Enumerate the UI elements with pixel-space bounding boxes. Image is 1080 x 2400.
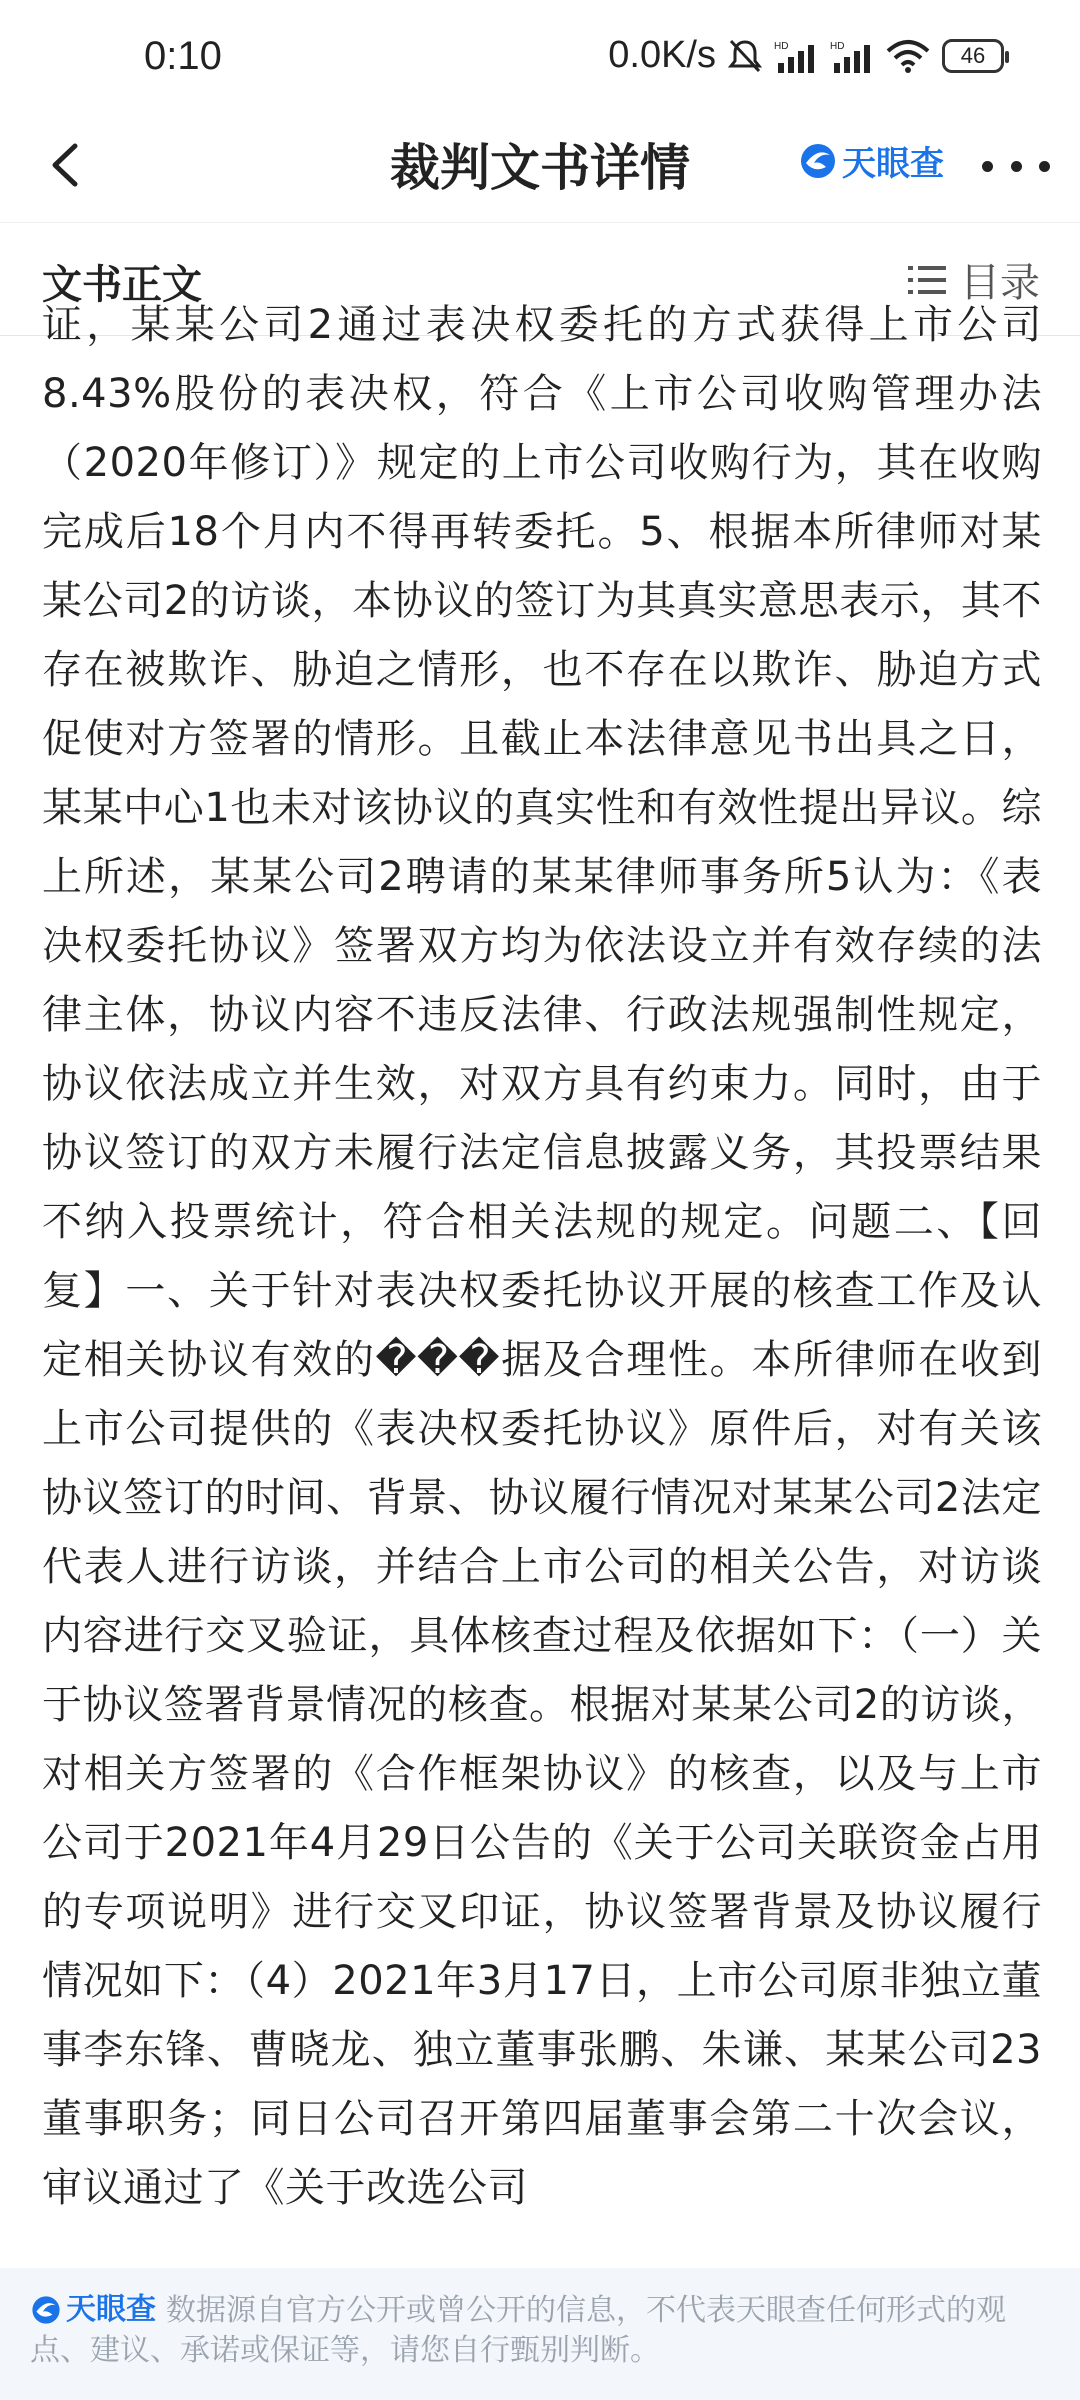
tianyancha-logo-icon [30, 2294, 62, 2326]
footer-brand-logo [30, 2290, 156, 2330]
signal-icon [774, 39, 818, 73]
brand-name: 天眼查 [842, 144, 944, 184]
status-icons [608, 34, 1004, 77]
network-speed: 0.0K/s [608, 34, 716, 76]
more-button[interactable] [982, 146, 1050, 186]
svg-text:HD: HD [830, 40, 845, 52]
brand-logo [798, 136, 944, 185]
page-title: 裁判文书详情 [390, 139, 690, 197]
footer-brand-name: 天眼查 [66, 2292, 156, 2327]
disclaimer-text: 数据源自官方公开或曾公开的信息，不代表天眼查任何形式的观点、建议、承诺或保证等，请您自行甄别判断。 [30, 2293, 1006, 2368]
signal-icon-2 [830, 39, 874, 73]
svg-text:HD: HD [774, 40, 789, 52]
toc-label: 目录 [960, 260, 1040, 306]
battery-icon: 46 [942, 39, 1004, 73]
wifi-icon [886, 39, 930, 73]
more-dot-icon [1039, 161, 1050, 172]
section-title: 文书正文 [42, 262, 202, 308]
status-time: 0:10 [144, 34, 222, 78]
tianyancha-logo-icon [798, 141, 838, 181]
mute-bell-icon [728, 38, 762, 74]
disclaimer-footer [0, 2268, 1080, 2400]
document-body[interactable] [42, 302, 1042, 2265]
document-text: 证，某某公司2通过表决权委托的方式获得上市公司8.43%股份的表决权，符合《上市公司收购管理办法（2020年修订）》规定的上市公司收购行为，其在收购完成后18个月内不得再转委托。5、根据本所律师对某某公司2的访谈，本协议的签订为其真实意思表示，其不存在被欺诈、胁迫之情形，也不存在以欺诈、胁迫方式促使对方签署的情形。且截止本法律意见书出具之日，某某中心1也未对该协议的真实性和有效性提出异议。综上所述，某某公司2聘请的某某律师事务所5认为：《表决权委托协议》签署双方均为依法设立并有效存续的法律主体，协议内容不违反法律、行政法规强制性规定，协议依法成立并生效，对双方具有约束力。同时，由于协议签订的双方未履行法定信息披露义务，其投票结果不纳入投票统计，符合相关法规的规定。问题二、【回复】一、关于针对表决权委托协议开展的核查工作及认定相关协议有效的���据及合理性。本所律师在收到上市公司提供的《表决权委托协议》原件后，对有关该协议签订的时间、背景、协议履行情况对某某公司2法定代表人进行访谈，并结合上市公司的相关公告，对访谈内容进行交叉验证，具体核查过程及依据如下：（一）关于协议签署背景情况的核查。根据对某某公司2的访谈，对相关方签署的《合作框架协议》的核查，以及与上市公司于2021年4月29日公告的《关于公司关联资金占用的专项说明》进行交叉印证，协议签署背景及协议履行情况如下：（4）2021年3月17日，上市公司原非独立董事李东锋、曹晓龙、独立董事张鹏、朱谦、某某公司23董事职务；同日公司召开第四届董事会第二十次会议，审议通过了《关于改选公司 [42, 302, 1042, 2211]
more-dot-icon [1011, 161, 1022, 172]
more-dot-icon [982, 161, 993, 172]
nav-bar [0, 110, 1080, 220]
disclaimer-text-block [30, 2290, 1050, 2371]
status-bar [0, 0, 1080, 120]
